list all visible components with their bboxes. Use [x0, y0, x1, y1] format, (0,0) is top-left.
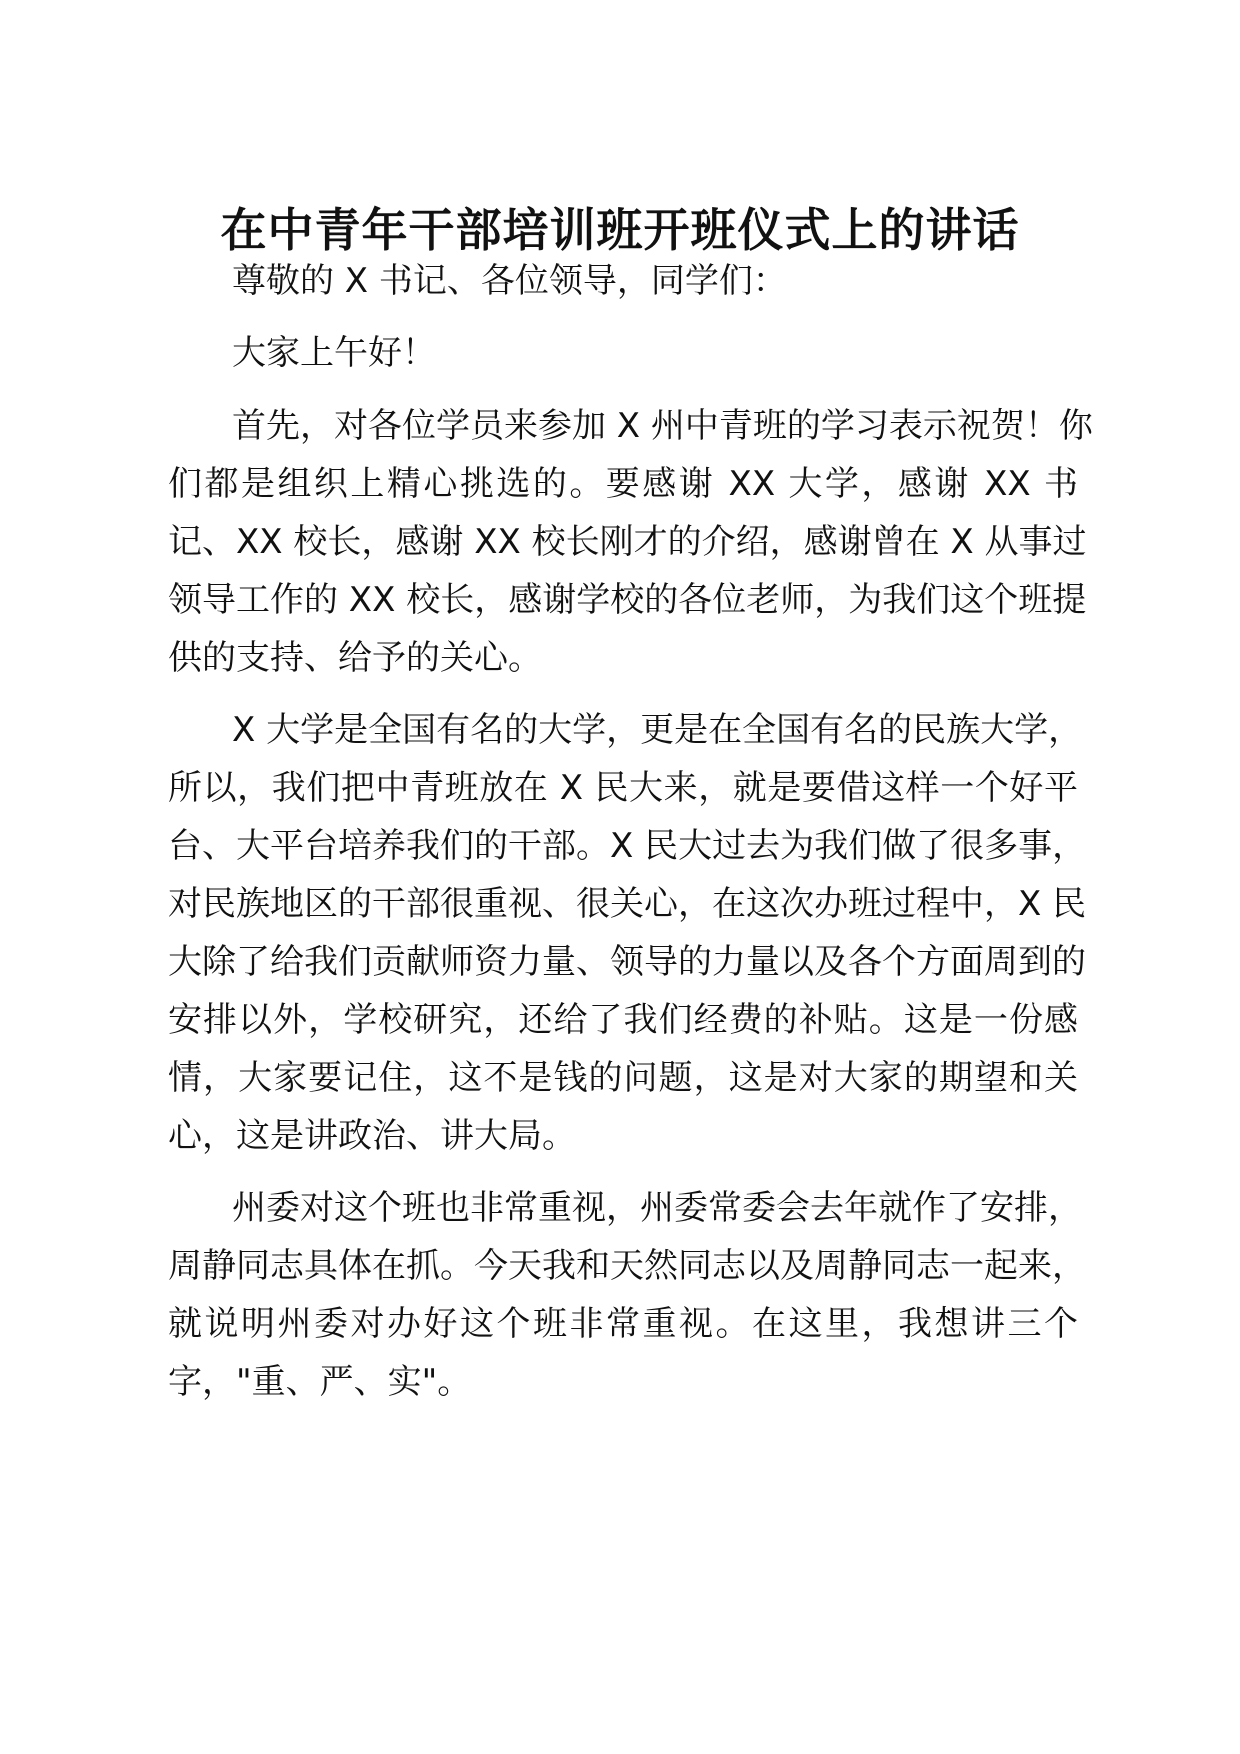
paragraph-1-line-4: 领导工作的 XX 校长，感谢学校的各位老师，为我们这个班提	[168, 580, 1087, 620]
paragraph-2-line-3: 台、大平台培养我们的干部。X 民大过去为我们做了很多事，	[168, 826, 1087, 866]
salutation: 尊敬的 X 书记、各位领导，同学们：	[232, 261, 787, 301]
paragraph-3-line-2: 周静同志具体在抓。今天我和天然同志以及周静同志一起来，	[168, 1246, 1086, 1286]
paragraph-3-line-1: 州委对这个班也非常重视，州委常委会去年就作了安排，	[232, 1188, 1082, 1228]
document-title: 在中青年干部培训班开班仪式上的讲话	[220, 203, 1020, 257]
paragraph-1-line-3: 记、XX 校长，感谢 XX 校长刚才的介绍，感谢曾在 X 从事过	[168, 522, 1087, 562]
greeting: 大家上午好！	[232, 333, 436, 373]
paragraph-2-line-5: 大除了给我们贡献师资力量、领导的力量以及各个方面周到的	[168, 942, 1086, 982]
paragraph-1-line-5: 供的支持、给予的关心。	[168, 638, 542, 678]
paragraph-2-line-6: 安排以外，学校研究，还给了我们经费的补贴。这是一份感	[168, 1000, 1078, 1040]
paragraph-3-line-3: 就说明州委对办好这个班非常重视。在这里，我想讲三个	[168, 1304, 1078, 1344]
paragraph-1-line-2: 们都是组织上精心挑选的。要感谢 XX 大学，感谢 XX 书	[168, 464, 1078, 504]
paragraph-2-line-2: 所以，我们把中青班放在 X 民大来，就是要借这样一个好平	[168, 768, 1078, 808]
paragraph-3-line-4: 字，"重、严、实"。	[168, 1362, 472, 1402]
paragraph-2-line-1: X 大学是全国有名的大学，更是在全国有名的民族大学，	[232, 710, 1083, 750]
paragraph-2-line-7: 情，大家要记住，这不是钱的问题，这是对大家的期望和关	[168, 1058, 1078, 1098]
paragraph-1-line-1: 首先，对各位学员来参加 X 州中青班的学习表示祝贺！你	[232, 406, 1093, 446]
paragraph-2-line-4: 对民族地区的干部很重视、很关心，在这次办班过程中，X 民	[168, 884, 1087, 924]
paragraph-2-line-8: 心，这是讲政治、讲大局。	[168, 1116, 576, 1156]
